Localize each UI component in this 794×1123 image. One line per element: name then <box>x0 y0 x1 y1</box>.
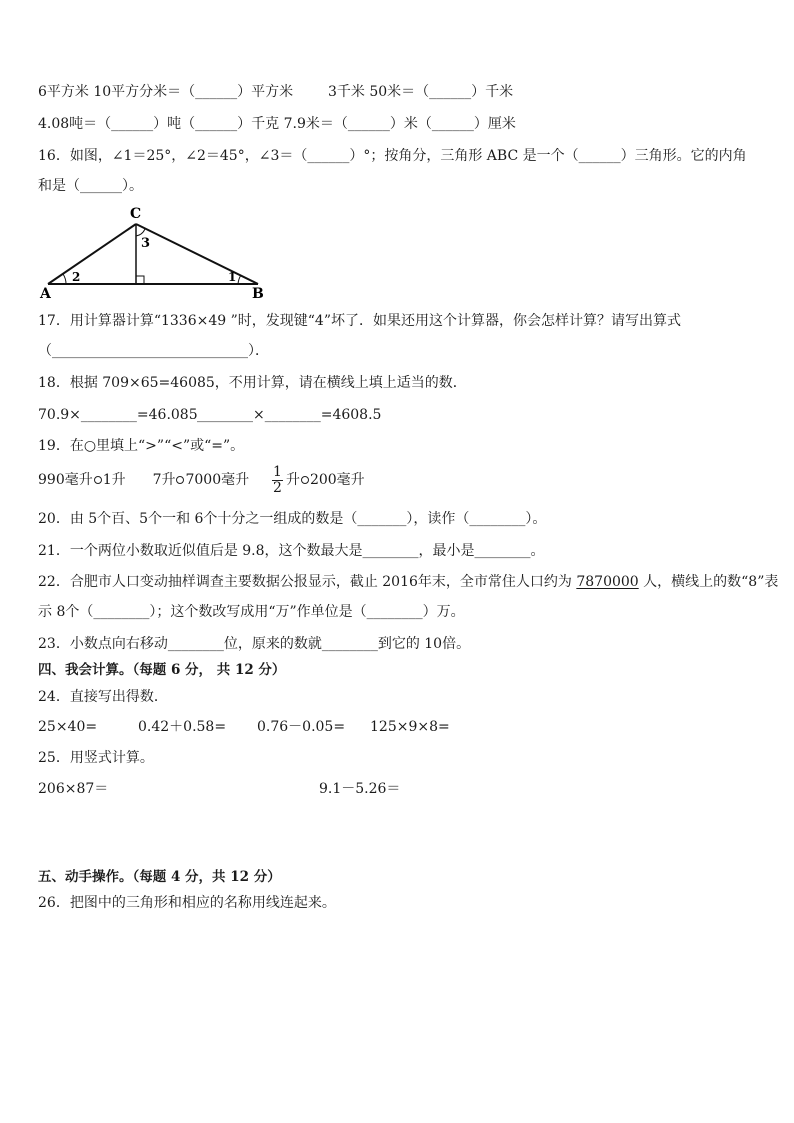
compare-circle-1 <box>94 476 102 484</box>
question-24: 24．直接写出得数． <box>38 689 168 705</box>
line-area-conversion <box>38 82 293 102</box>
question-18-line1: 18．根据 709×65=46085，不用计算，请在横线上填上适当的数． <box>38 375 467 391</box>
question-20: 20．由 5个百、5个一和 6个十分之一组成的数是（_______），读作（________）。 <box>38 511 547 527</box>
question-18-blank-1: 70.9×________=46.085 <box>38 407 198 423</box>
question-18-blank-2: ________×________=4608.5 <box>197 407 382 423</box>
vertical-calc-91-minus-526: 9.1－5.26＝ <box>319 781 401 797</box>
question-22-prefix: 22．合肥市人口变动抽样调查主要数据公报显示，截止 2016年末，全市常住人口约为 <box>38 574 577 590</box>
angle-arc-2 <box>63 274 66 284</box>
angle-label-2: 2 <box>72 270 81 284</box>
calc-25x40: 25×40= <box>38 719 98 735</box>
calc-125x9x8: 125×9×8= <box>370 719 450 735</box>
compare-circle-3 <box>301 476 309 484</box>
population-number: 7870000 <box>576 574 639 590</box>
triangle-side-ac <box>48 224 136 284</box>
section-4-heading: 四、我会计算。（每题 6 分， 共 12 分） <box>38 662 286 678</box>
calc-076-minus-005: 0.76－0.05= <box>257 719 346 735</box>
vertical-calc-206x87: 206×87＝ <box>38 781 109 797</box>
triangle-side-cb <box>136 224 258 284</box>
triangle-figure <box>38 204 270 300</box>
question-23: 23．小数点向右移动________位，原来的数就________到它的 10倍。 <box>38 636 471 652</box>
calc-042-plus-058: 0.42＋0.58= <box>138 719 227 735</box>
question-22-suffix: 人，横线上的数“8”表 <box>638 574 779 590</box>
question-17-line1: 17．用计算器计算“1336×49 ”时，发现键“4”坏了．如果还用这个计算器，你会怎样计算？请写出算式 <box>38 313 681 329</box>
fraction-denominator: 2 <box>273 479 282 496</box>
section-5-heading: 五、动手操作。（每题 4 分，共 12 分） <box>38 869 281 885</box>
compare-7l: 7升 <box>152 472 176 488</box>
area-conversion: 6平方米 10平方分米＝（______）平方米 <box>38 84 294 100</box>
angle-label-3: 3 <box>141 236 151 251</box>
question-25: 25．用竖式计算。 <box>38 750 154 766</box>
question-19-line1: 19．在○里填上“>”“<”或“=”。 <box>38 438 245 454</box>
right-angle-mark <box>136 276 144 284</box>
question-16-line1: 16．如图，∠1＝25°，∠2＝45°，∠3＝（______）°；按角分，三角形 ABC 是一个（______）三角形。它的内角 <box>38 148 747 164</box>
question-17-line2: （____________________________）． <box>38 343 269 359</box>
compare-half-l-unit: 升 <box>285 472 300 488</box>
question-22-line2: 示 8个（________）；这个数改写成用“万”作单位是（________）万。 <box>38 604 465 620</box>
label-c: C <box>130 206 142 222</box>
compare-200ml: 200毫升 <box>309 472 365 488</box>
compare-990ml: 990毫升 <box>38 472 93 488</box>
question-16-line2: 和是（______）。 <box>38 178 143 194</box>
label-a: A <box>40 286 51 300</box>
weight-length-conversion: 4.08吨＝（______）吨（______）千克 7.9米＝（______）米（______）厘米 <box>38 116 516 132</box>
compare-7000ml: 7000毫升 <box>185 472 250 488</box>
label-b: B <box>252 286 264 300</box>
fraction-one-half <box>272 465 283 496</box>
question-22-line1 <box>38 572 778 592</box>
question-21: 21．一个两位小数取近似值后是 9.8，这个数最大是________，最小是________。 <box>38 543 545 559</box>
angle-arc-3 <box>136 229 145 236</box>
compare-circle-2 <box>176 476 184 484</box>
question-26: 26．把图中的三角形和相应的名称用线连起来。 <box>38 895 336 911</box>
fraction-numerator: 1 <box>273 463 282 480</box>
angle-label-1: 1 <box>228 270 237 284</box>
angle-arc-1 <box>238 275 241 284</box>
length-conversion: 3千米 50米＝（______）千米 <box>328 84 514 100</box>
compare-1l: 1升 <box>102 472 126 488</box>
question-19-comparisons <box>38 462 365 498</box>
